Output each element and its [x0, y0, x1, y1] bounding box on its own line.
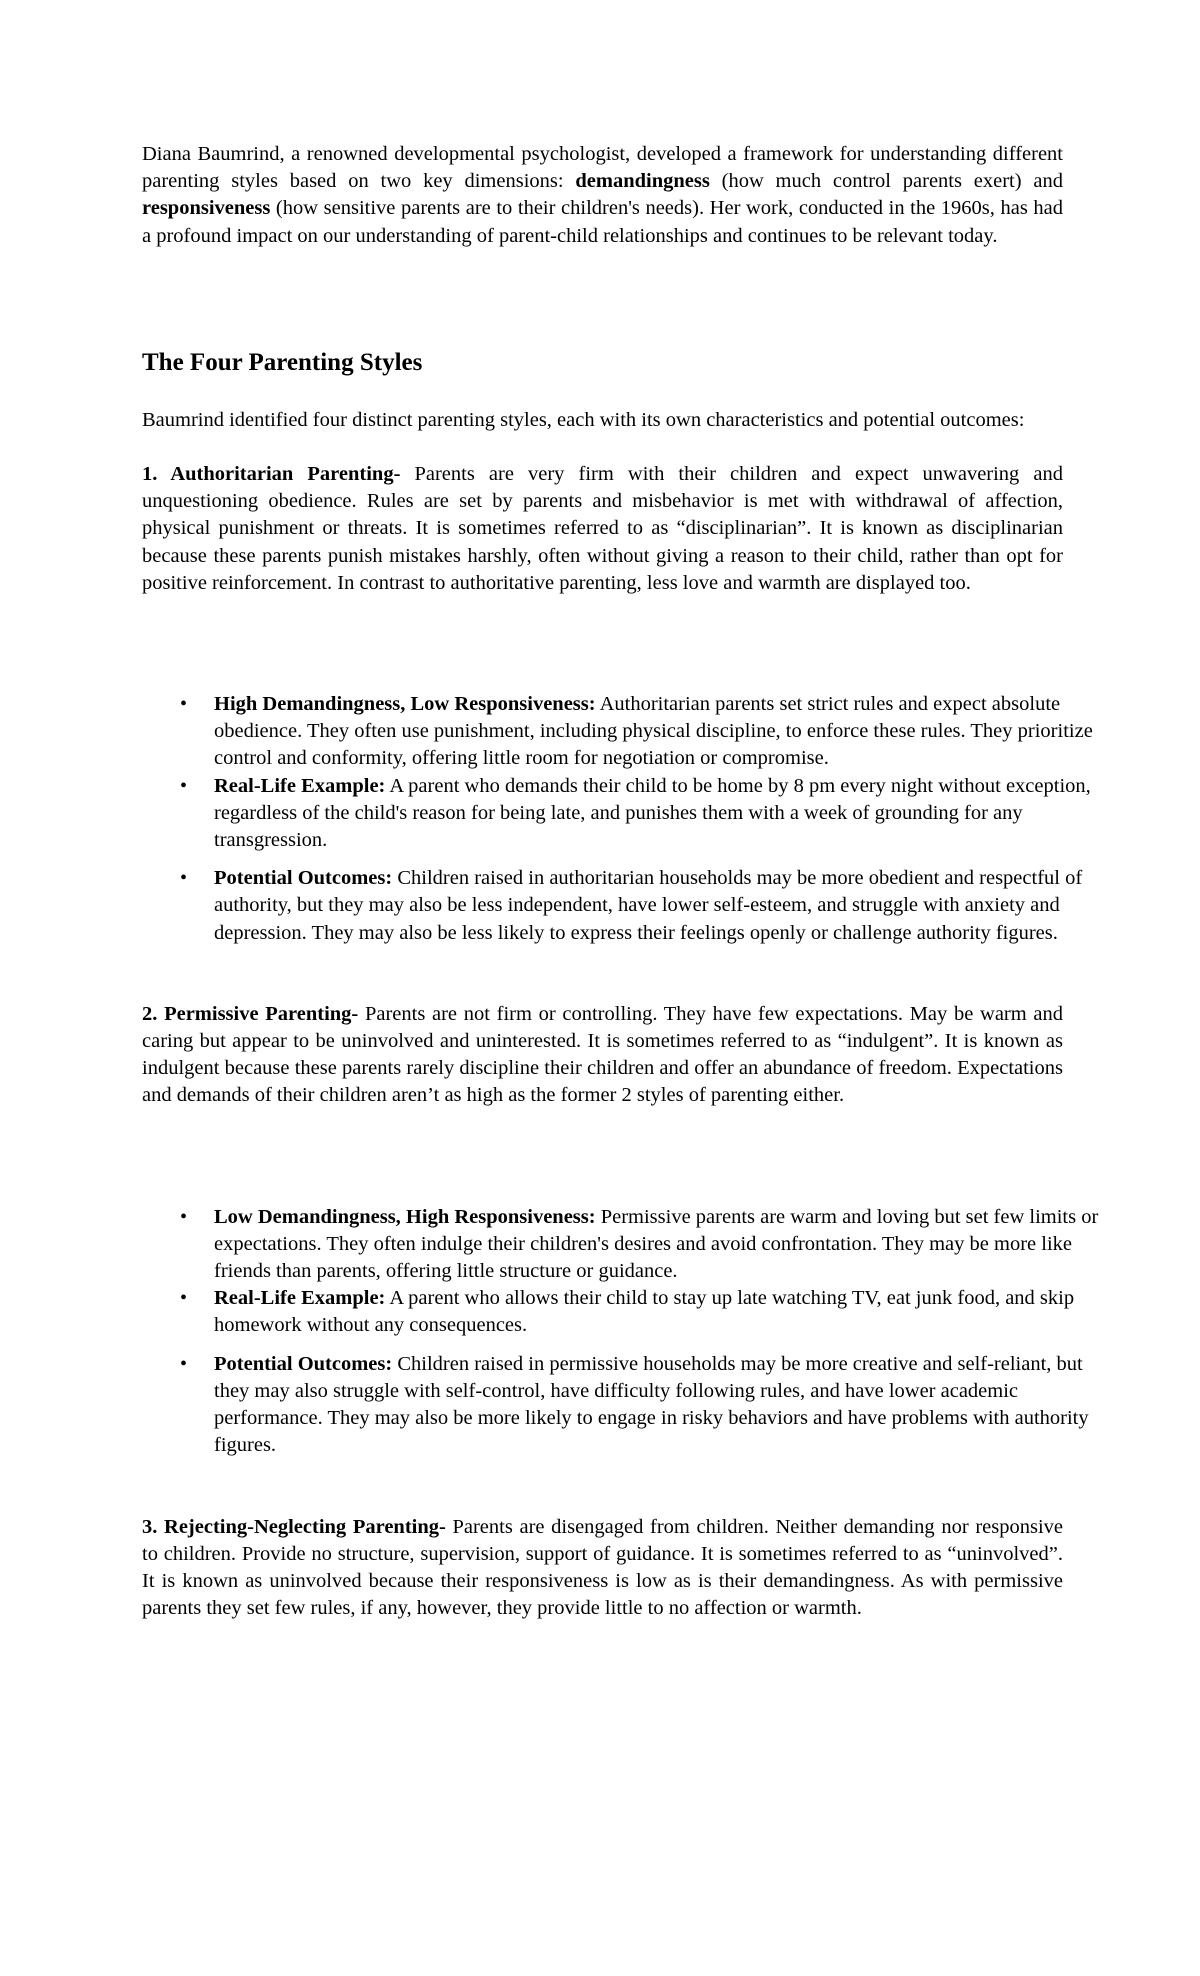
bullet-icon: •: [180, 1287, 188, 1310]
bullet-icon: •: [180, 1205, 188, 1228]
style-description: Parents are disengaged from children. Neither demanding nor responsive to children. Provide no structure, supervision, support of guidance. It is sometimes referred to as “uninvolved”. It is known as uninvolved because their responsiveness is low as is their demandingness. As with permissive parents they set few rules, if any, however, they provide little to no affection or warmth.: [142, 1515, 1063, 1620]
style-description: Parents are very firm with their children and expect unwavering and unquestioning obedience. Rules are set by parents and misbehavior is met with withdrawal of affection, physical punishment or threats. It is sometimes referred to as “disciplinarian”. It is known as disciplinarian because these parents punish mistakes harshly, often without giving a reason to their child, rather than opt for positive reinforcement. In contrast to authoritative parenting, less love and warmth are displayed too.: [142, 463, 1063, 594]
section-heading: The Four Parenting Styles: [142, 348, 423, 376]
style-permissive: [142, 1001, 1063, 1110]
term-responsiveness: responsiveness: [142, 197, 271, 220]
authoritarian-bullets: [142, 691, 1093, 947]
style-description: Parents are not firm or controlling. They have few expectations. May be warm and caring but appear to be uninvolved and uninterested. It is sometimes referred to as “indulgent”. It is known as indulgent because these parents rarely discipline their children and offer an abundance of freedom. Expectations and demands of their children aren’t as high as the former 2 styles of parenting either.: [142, 1002, 1063, 1107]
list-item: • Potential Outcomes: Children raised in permissive households may be more creative and self-reliant, but they may also struggle with self-control, have difficulty following rules, and have lower academic performance. They may also be more likely to engage in risky behaviors and have problems with authority figures.: [180, 1352, 1089, 1457]
style-title: 3. Rejecting-Neglecting Parenting-: [142, 1515, 446, 1538]
bullet-icon: •: [180, 1352, 188, 1375]
list-item: • Real-Life Example: A parent who allows their child to stay up late watching TV, eat junk food, and skip homework without any consequences.: [180, 1287, 1075, 1337]
intro-paragraph: Diana Baumrind, a renowned developmental psychologist, developed a framework for understanding different parenting styles based on two key dimensions: demandingness (how much control parents exert) and responsiveness (how sensitive parents are to their children's needs). Her work, conducted in the 1960s, has had a profound impact on our understanding of parent-child relationships and continues to be relevant today.: [142, 143, 1063, 247]
style-title: 1. Authoritarian Parenting-: [142, 463, 401, 486]
style-authoritarian: [142, 461, 1063, 597]
term-demandingness: demandingness: [575, 170, 710, 193]
style-title: 2. Permissive Parenting-: [142, 1002, 359, 1025]
section-intro: Baumrind identified four distinct parenting styles, each with its own characteristics and potential outcomes:: [142, 408, 1025, 431]
list-item: • Real-Life Example: A parent who demands their child to be home by 8 pm every night without exception, regardless of the child's reason for being late, and punishes them with a week of grounding for any transgression.: [180, 774, 1091, 852]
permissive-bullets: [142, 1204, 1099, 1460]
bullet-icon: •: [180, 867, 188, 890]
list-item: • Low Demandingness, High Responsiveness: Permissive parents are warm and loving but set few limits or expectations. They often indulge their children's desires and avoid confrontation. They may be more like friends than parents, offering little structure or guidance.: [180, 1205, 1099, 1283]
list-item: • Potential Outcomes: Children raised in authoritarian households may be more obedient and respectful of authority, but they may also be less independent, have lower self-esteem, and struggle with anxiety and depression. They may also be less likely to express their feelings openly or challenge authority figures.: [180, 867, 1083, 944]
bullet-icon: •: [180, 693, 188, 716]
list-item: • High Demandingness, Low Responsiveness: Authoritarian parents set strict rules and expect absolute obedience. They often use punishment, including physical discipline, to enforce these rules. They prioritize control and conformity, offering little room for negotiation or compromise.: [180, 693, 1093, 770]
document-body: [142, 141, 1099, 1622]
style-rejecting-neglecting: [142, 1514, 1063, 1623]
bullet-icon: •: [180, 774, 188, 797]
